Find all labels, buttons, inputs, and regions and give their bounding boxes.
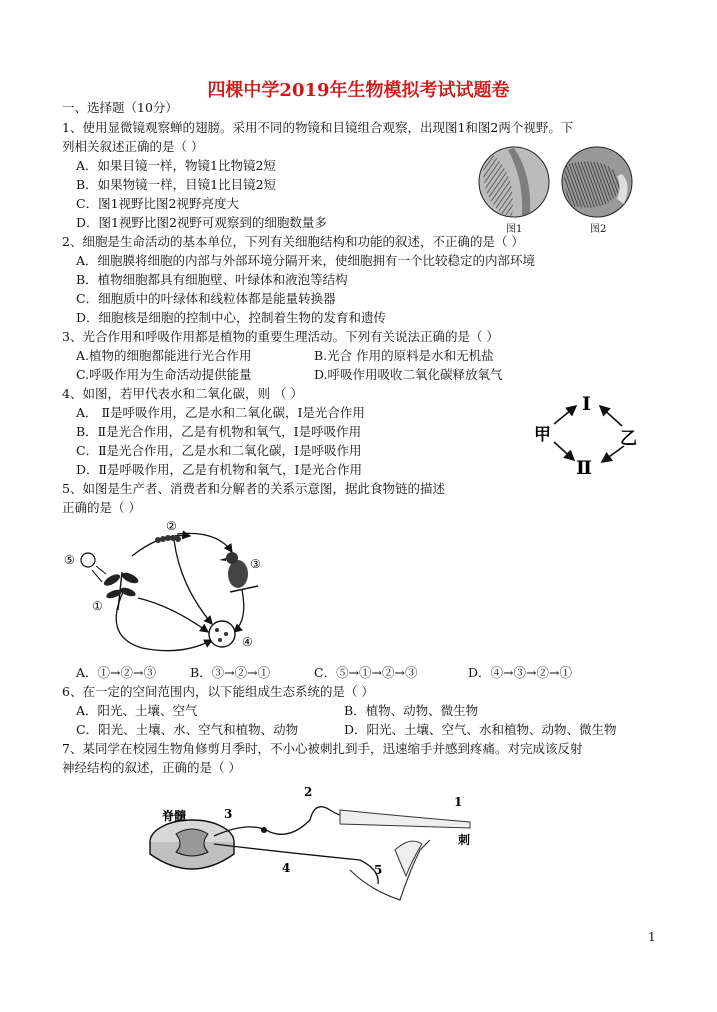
- label-yi: 乙: [620, 429, 637, 449]
- q1-option-a: A．如果目镜一样，物镜1比物镜2短: [76, 158, 276, 173]
- label-7-1: 1: [454, 795, 463, 809]
- q1-stem: 1、使用显微镜观察蝉的翅膀。采用不同的物镜和目镜组合观察，出现图1和图2两个视野。下: [62, 120, 574, 135]
- q2-option-d: D．细胞核是细胞的控制中心，控制着生物的发育和遗传: [76, 310, 387, 325]
- label-7-5: 5: [374, 863, 383, 877]
- q7-stem: 7、某同学在校园生物角修剪月季时，不小心被刺扎到手，迅速缩手并感到疼痛。对完成该反射: [62, 741, 583, 756]
- fig2-caption: 图2: [590, 224, 607, 235]
- sun-icon: [81, 553, 95, 567]
- q5-option-d: D．④→③→②→①: [468, 665, 572, 680]
- label-ii: Ⅱ: [576, 457, 593, 478]
- q4-option-d: D．Ⅱ是呼吸作用，乙是有机物和氧气，Ⅰ是光合作用: [76, 462, 362, 477]
- q2-option-a: A．细胞膜将细胞的内部与外部环境分隔开来，使细胞拥有一个比较稳定的内部环境: [76, 253, 536, 268]
- page-number: 1: [648, 930, 656, 944]
- label-7-3: 3: [224, 807, 233, 821]
- q1-option-d: D．图1视野比图2视野可观察到的细胞数量多: [76, 215, 327, 230]
- q5-option-b: B．③→②→①: [190, 665, 271, 680]
- q5-stem-cont: 正确的是（ ）: [62, 500, 141, 515]
- q4-stem: 4、如图，若甲代表水和二氧化碳，则 （ ）: [62, 386, 303, 401]
- label-4: ④: [242, 635, 253, 649]
- label-7-4: 4: [282, 861, 291, 875]
- label-5: ⑤: [64, 553, 75, 567]
- q3-option-b: B.光合 作用的原料是水和无机盐: [314, 348, 494, 363]
- q5-option-a: A．①→②→③: [76, 665, 156, 680]
- q1-option-b: B．如果物镜一样，目镜1比目镜2短: [76, 177, 277, 192]
- spine-label: 脊髓: [162, 809, 187, 823]
- label-2: ②: [166, 519, 177, 533]
- section-heading: 一、选择题（10分）: [62, 100, 178, 115]
- q3-option-c: C.呼吸作用为生命活动提供能量: [76, 367, 252, 382]
- q4-option-b: B．Ⅱ是光合作用，乙是有机物和氧气，Ⅰ是呼吸作用: [76, 424, 362, 439]
- thorn-label: 刺: [458, 833, 471, 847]
- label-1: ①: [92, 599, 103, 613]
- q1-microscope-figure: [472, 144, 662, 232]
- caterpillar-icon: [155, 535, 181, 543]
- q4-option-a: A． Ⅱ是呼吸作用，乙是水和二氧化碳，Ⅰ是光合作用: [76, 405, 365, 420]
- q2-stem: 2、细胞是生命活动的基本单位，下列有关细胞结构和功能的叙述，不正确的是（ ）: [62, 234, 524, 249]
- label-3: ③: [250, 557, 261, 571]
- q5-option-c: C．⑤→①→②→③: [314, 665, 418, 680]
- q6-option-c: C．阳光、土壤、水、空气和植物、动物: [76, 722, 299, 737]
- q4-option-c: C．Ⅱ是光合作用，乙是水和二氧化碳，Ⅰ是呼吸作用: [76, 443, 362, 458]
- q6-option-d: D．阳光、土壤、空气、水和植物、动物、微生物: [344, 722, 617, 737]
- label-jia: 甲: [534, 425, 551, 445]
- q5-stem: 5、如图是生产者、消费者和分解者的关系示意图，据此食物链的描述: [62, 481, 445, 496]
- label-7-2: 2: [304, 785, 313, 799]
- q3-option-d: D.呼吸作用吸收二氧化碳释放氧气: [314, 367, 503, 382]
- q1-stem-cont: 列相关叙述正确的是（ ）: [62, 139, 204, 154]
- plant-icon: [102, 571, 140, 610]
- q4-cycle-diagram: [532, 390, 644, 478]
- decomposer-icon: [209, 621, 235, 647]
- q6-stem: 6、在一定的空间范围内，以下能组成生态系统的是（ ）: [62, 684, 374, 699]
- q6-option-a: A．阳光、土壤、空气: [76, 703, 198, 718]
- q3-stem: 3、光合作用和呼吸作用都是植物的重要生理活动。下列有关说法正确的是（ ）: [62, 329, 499, 344]
- q6-option-b: B．植物、动物、微生物: [344, 703, 479, 718]
- q7-reflex-arc-diagram: [140, 780, 480, 910]
- fig1-caption: 图1: [506, 224, 523, 235]
- page-title: 四棵中学2019年生物模拟考试试题卷: [207, 80, 510, 101]
- q5-food-web-diagram: [62, 516, 272, 662]
- q2-option-b: B．植物细胞都具有细胞壁、叶绿体和液泡等结构: [76, 272, 348, 287]
- label-i: Ⅰ: [582, 393, 591, 415]
- q1-option-c: C．图1视野比图2视野亮度大: [76, 196, 239, 211]
- q7-stem-cont: 神经结构的叙述，正确的是（ ）: [62, 760, 241, 775]
- q2-option-c: C．细胞质中的叶绿体和线粒体都是能量转换器: [76, 291, 336, 306]
- q3-option-a: A.植物的细胞都能进行光合作用: [76, 348, 252, 363]
